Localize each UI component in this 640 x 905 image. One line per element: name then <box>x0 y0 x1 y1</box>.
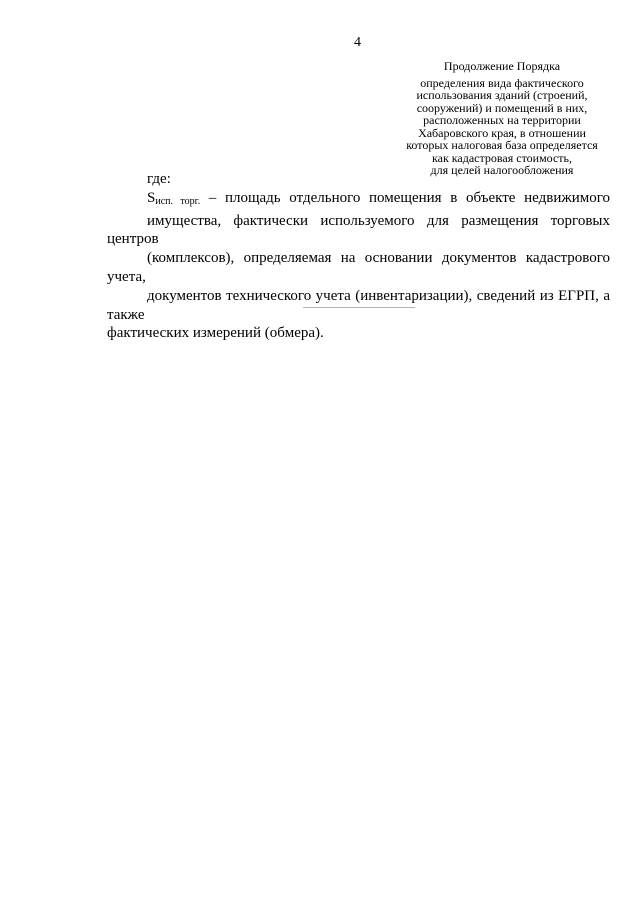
definition-line-text: – площадь отдельного помещения в объекте недвижимого <box>208 189 611 206</box>
definition-line: фактических измерений (обмера). <box>107 325 324 342</box>
definition-line: (комплексов), определяемая на основании документов кадастрового учета, <box>107 250 610 285</box>
header-line: Хабаровского края, в отношении <box>418 125 586 140</box>
header-line: как кадастровая стоимость, <box>431 150 573 165</box>
definition-line: имущества, фактически используемого для размещения торговых центров <box>107 212 610 248</box>
end-of-text-rule <box>303 307 415 308</box>
header-line: сооружений) и помещений в них, <box>416 100 588 115</box>
where-label: где: <box>147 171 171 187</box>
header-line: для целей налогообложения <box>430 163 574 177</box>
symbol-main: S <box>147 189 156 206</box>
document-header <box>388 60 616 177</box>
header-line: расположенных на территории <box>423 113 581 127</box>
document-body <box>107 170 610 343</box>
header-line: которых налоговая база определяется <box>406 138 598 152</box>
header-line: Продолжение Порядка <box>443 59 561 73</box>
header-line: использования зданий (строений, <box>416 88 588 102</box>
definition-line <box>107 189 610 212</box>
page-number: 4 <box>354 35 361 50</box>
header-line: определения вида фактического <box>420 75 584 90</box>
definition-line: документов технического учета (инвентаризации), сведений из ЕГРП, а также <box>107 287 610 323</box>
symbol-subscript: исп. торг. <box>155 195 201 207</box>
area-definition-paragraph <box>107 189 610 343</box>
